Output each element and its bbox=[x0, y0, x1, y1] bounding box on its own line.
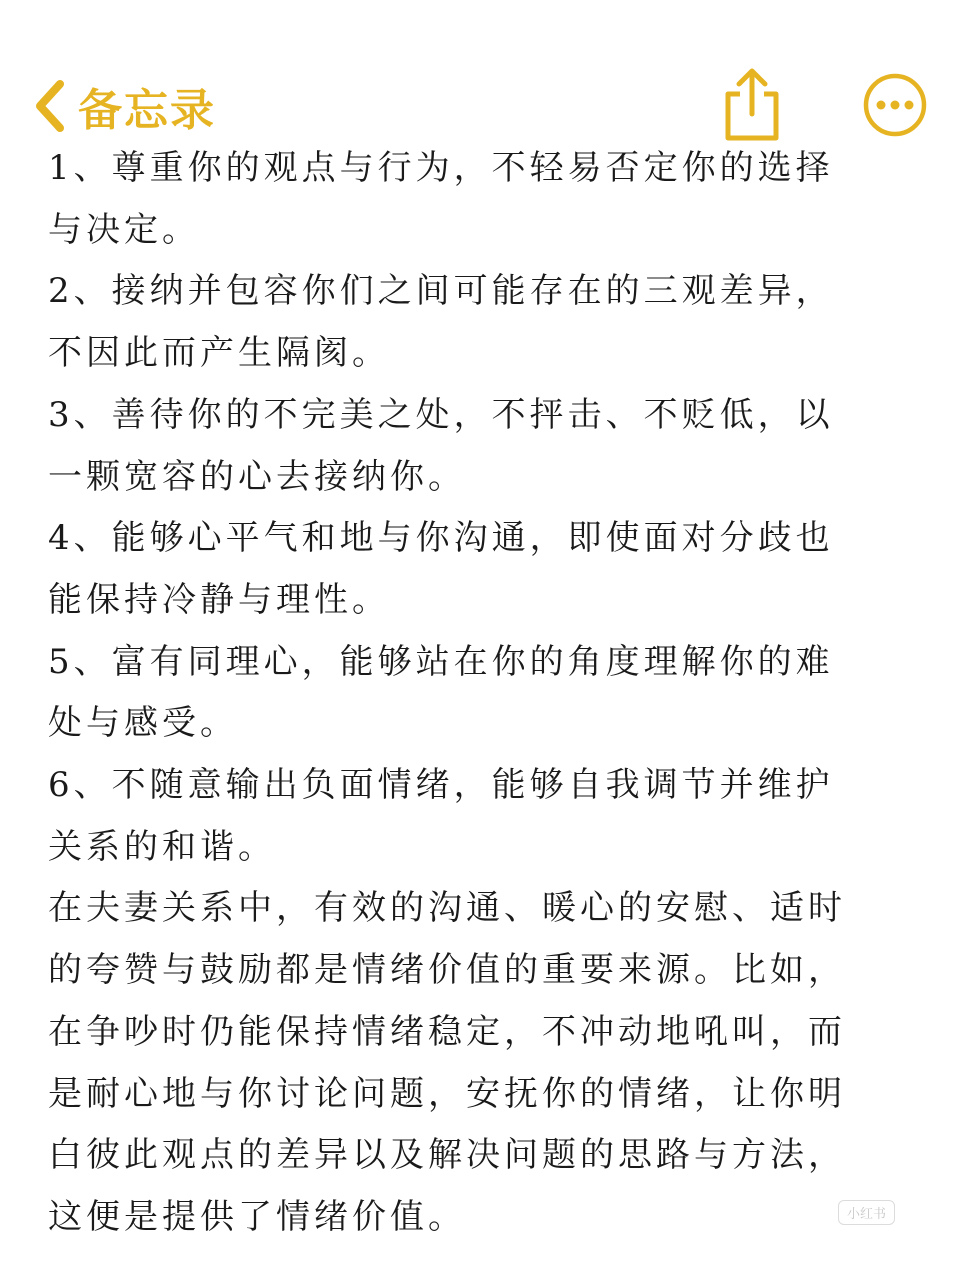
navigation-bar bbox=[0, 0, 960, 145]
note-line: 处与感受。 bbox=[48, 703, 238, 744]
more-icon[interactable] bbox=[862, 72, 928, 138]
back-label: 备忘录 bbox=[78, 85, 216, 136]
note-line: 在争吵时仍能保持情绪稳定，不冲动地吼叫，而 bbox=[48, 1011, 846, 1052]
note-line: 白彼此观点的差异以及解决问题的思路与方法， bbox=[48, 1135, 846, 1176]
note-line: 3、善待你的不完美之处，不抨击、不贬低，以 bbox=[48, 394, 834, 435]
chevron-left-icon bbox=[30, 78, 70, 134]
note-line: 一颗宽容的心去接纳你。 bbox=[48, 456, 466, 497]
note-line: 能保持冷静与理性。 bbox=[48, 579, 390, 620]
note-line: 2、接纳并包容你们之间可能存在的三观差异， bbox=[48, 271, 834, 312]
watermark: 小红书 bbox=[838, 1200, 895, 1225]
note-line: 与决定。 bbox=[48, 209, 200, 250]
note-line: 1、尊重你的观点与行为，不轻易否定你的选择 bbox=[48, 148, 834, 188]
note-line: 的夸赞与鼓励都是情绪价值的重要来源。比如， bbox=[48, 950, 846, 991]
note-line: 6、不随意输出负面情绪，能够自我调节并维护 bbox=[48, 765, 834, 806]
note-line: 是耐心地与你讨论问题，安抚你的情绪，让你明 bbox=[48, 1073, 846, 1114]
note-line: 5、富有同理心，能够站在你的角度理解你的难 bbox=[48, 641, 834, 682]
note-line: 在夫妻关系中，有效的沟通、暖心的安慰、适时 bbox=[48, 888, 846, 929]
note-line: 关系的和谐。 bbox=[48, 826, 276, 867]
share-icon[interactable] bbox=[720, 66, 784, 142]
back-button[interactable] bbox=[30, 76, 216, 136]
note-line: 不因此而产生隔阂。 bbox=[48, 333, 390, 374]
note-line: 4、能够心平气和地与你沟通，即使面对分歧也 bbox=[48, 518, 834, 559]
note-body[interactable] bbox=[48, 138, 918, 1249]
note-line: 这便是提供了情绪价值。 bbox=[48, 1196, 466, 1237]
